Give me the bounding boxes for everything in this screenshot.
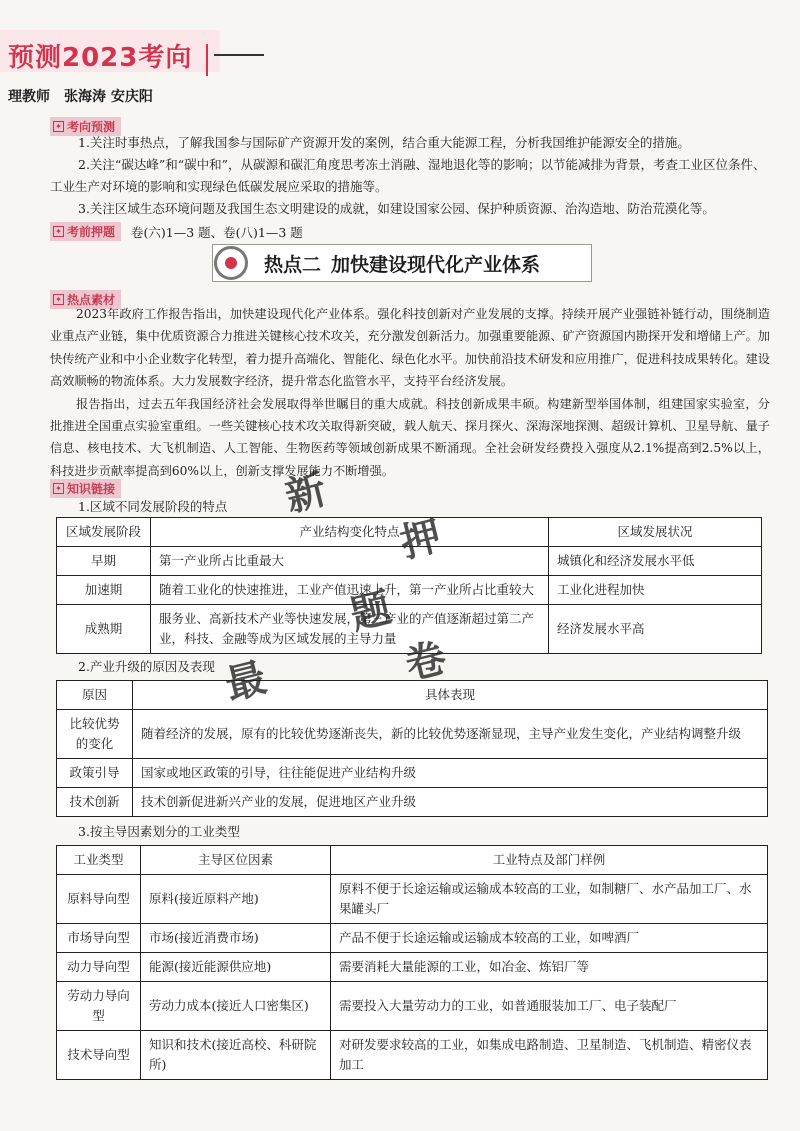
- table-cell: 第一产业所占比重最大: [151, 547, 549, 576]
- table-header-cell: 区域发展状况: [549, 518, 762, 547]
- table-cell: 随着经济的发展，原有的比较优势逐渐丧失，新的比较优势逐渐显现，主导产业发生变化，产业结构调整升级: [133, 710, 768, 759]
- tag-icon: ✦: [53, 226, 64, 237]
- tag-icon: ✦: [53, 121, 64, 132]
- table-row: [57, 982, 768, 1031]
- table-row: [57, 788, 768, 817]
- watermark-char: 题: [345, 584, 396, 640]
- table-cell: 需要消耗大量能源的工业，如冶金、炼铝厂等: [331, 953, 768, 982]
- table-industry-types: [56, 845, 768, 1080]
- table-header-cell: 具体表现: [133, 681, 768, 710]
- hot-topic-text: 加快建设现代化产业体系: [331, 253, 541, 276]
- tag-icon: ✦: [53, 483, 64, 494]
- page-title: 预测2023考向: [8, 43, 193, 73]
- table-cell: 技术创新促进新兴产业的发展，促进地区产业升级: [133, 788, 768, 817]
- table-cell: 经济发展水平高: [549, 605, 762, 654]
- teacher-names: 理教师 张海涛 安庆阳: [8, 89, 153, 105]
- watermark-char: 押: [395, 512, 446, 568]
- table-cell: 对研发要求较高的工业，如集成电路制造、卫星制造、飞机制造、精密仪表加工: [331, 1031, 768, 1080]
- forecast-item-1: 1.关注时事热点，了解我国参与国际矿产资源开发的案例，结合重大能源工程，分析我国维护能源安全的措施。: [78, 135, 690, 150]
- hot-topic-title: [212, 244, 592, 282]
- watermark-char: 新: [280, 466, 331, 522]
- table-cell: 随着工业化的快速推进，工业产值迅速上升，第一产业所占比重较大: [151, 576, 549, 605]
- table-cell: 市场导向型: [57, 924, 141, 953]
- table-cell: 能源(接近能源供应地): [141, 953, 331, 982]
- watermark-char: 最: [220, 654, 271, 710]
- table-cell: 市场(接近消费市场): [141, 924, 331, 953]
- exam-row: ✦ 考前押题 卷(六)1—3 题、卷(八)1—3 题: [50, 222, 303, 241]
- table-row: [57, 924, 768, 953]
- table-cell: 原料不便于长途运输或运输成本较高的工业，如制糖厂、水产品加工厂、水果罐头厂: [331, 875, 768, 924]
- table-header-cell: 工业类型: [57, 846, 141, 875]
- material-paragraph-2: 报告指出，过去五年我国经济社会发展取得举世瞩目的重大成就。科技创新成果丰硕。构建新型举国体制，组建国家实验室，分批推进全国重点实验室重组。一些关键核心技术攻关取得新突破，载人航天、探月探火、深海深地探测、超级计算机、卫星导航、量子信息、核电技术、大飞机制造、人工智能、生物医药等领域创新成果不断涌现。全社会研发经费投入强度从2.1%提高到2.5%以上，科技进步贡献率提高到60%以上，创新支撑发展能力不断增强。: [50, 396, 770, 478]
- table-cell: 成熟期: [57, 605, 151, 654]
- table-cell: 加速期: [57, 576, 151, 605]
- forecast-tag: ✦ 考向预测: [50, 114, 121, 136]
- table-row: [57, 1031, 768, 1080]
- table-cell: 服务业、高新技术产业等快速发展，第三产业的产值逐渐超过第二产业，科技、金融等成为区域发展的主导力量: [151, 605, 549, 654]
- material-paragraph-1: 2023年政府工作报告指出，加快建设现代化产业体系。强化科技创新对产业发展的支撑。持续开展产业强链补链行动，围绕制造业重点产业链，集中优质资源合力推进关键核心技术攻关，充分激发创新活力。加强重要能源、矿产资源国内勘探开发和增储上产。加快传统产业和中小企业数字化转型，着力提升高端化、智能化、绿色化水平。加快前沿技术研发和应用推广，促进科技成果转化。建设高效顺畅的物流体系。大力发展数字经济，提升常态化监管水平，支持平台经济发展。: [50, 307, 770, 389]
- table-row: [57, 759, 768, 788]
- hot-topic-number: 热点二: [263, 253, 321, 276]
- table-header-cell: 原因: [57, 681, 133, 710]
- table-cell: 原料导向型: [57, 875, 141, 924]
- table-cell: 原料(接近原料产地): [141, 875, 331, 924]
- table-cell: 技术导向型: [57, 1031, 141, 1080]
- forecast-item-2: 2.关注“碳达峰”和“碳中和”，从碳源和碳汇角度思考冻土消融、湿地退化等的影响；以节能减排为背景，考查工业区位条件、工业生产对环境的影响和实现绿色低碳发展应采取的措施等。: [50, 157, 766, 194]
- table-row: [57, 875, 768, 924]
- table-cell: 比较优势的变化: [57, 710, 133, 759]
- table-cell: 劳动力成本(接近人口密集区): [141, 982, 331, 1031]
- tag-icon: ✦: [53, 294, 64, 305]
- table-cell: 城镇化和经济发展水平低: [549, 547, 762, 576]
- exam-text: 卷(六)1—3 题、卷(八)1—3 题: [131, 224, 303, 240]
- table-header-cell: 产业结构变化特点: [151, 518, 549, 547]
- table-cell: 早期: [57, 547, 151, 576]
- header-divider: [206, 44, 208, 76]
- subheading-3: 3.按主导因素划分的工业类型: [78, 824, 240, 839]
- material-tag: ✦ 热点素材: [50, 287, 121, 309]
- subheading-2: 2.产业升级的原因及表现: [78, 659, 215, 674]
- table-header-cell: 工业特点及部门样例: [331, 846, 768, 875]
- table-cell: 需要投入大量劳动力的工业，如普通服装加工厂、电子装配厂: [331, 982, 768, 1031]
- table-cell: 工业化进程加快: [549, 576, 762, 605]
- table-cell: 动力导向型: [57, 953, 141, 982]
- table-cell: 产品不便于长途运输或运输成本较高的工业，如啤酒厂: [331, 924, 768, 953]
- knowledge-tag: ✦ 知识链接: [50, 476, 121, 498]
- table-cell: 知识和技术(接近高校、科研院所): [141, 1031, 331, 1080]
- forecast-item-3: 3.关注区域生态环境问题及我国生态文明建设的成就，如建设国家公园、保护种质资源、治沟造地、防治荒漠化等。: [78, 201, 715, 216]
- table-cell: 国家或地区政策的引导，往往能促进产业结构升级: [133, 759, 768, 788]
- table-row: [57, 710, 768, 759]
- watermark-char: 卷: [400, 634, 451, 690]
- table-header-cell: 区域发展阶段: [57, 518, 151, 547]
- table-row: [57, 953, 768, 982]
- table-cell: 政策引导: [57, 759, 133, 788]
- subheading-1: 1.区域不同发展阶段的特点: [78, 499, 228, 514]
- table-cell: 劳动力导向型: [57, 982, 141, 1031]
- table-cell: 技术创新: [57, 788, 133, 817]
- table-header-cell: 主导区位因素: [141, 846, 331, 875]
- header-rule: [214, 54, 264, 56]
- table-row: [57, 576, 762, 605]
- table-industry-upgrade: [56, 680, 768, 817]
- table-header-row: [57, 846, 768, 875]
- target-icon: [214, 246, 248, 280]
- material-body: [50, 303, 770, 482]
